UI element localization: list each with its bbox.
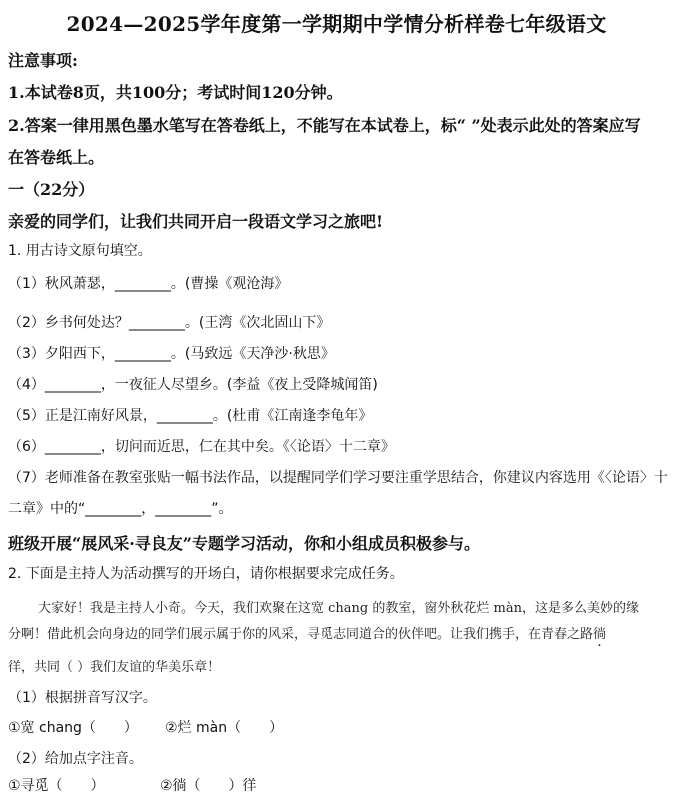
sub-question-1-answer-b: ②烂 màn（ ）: [165, 720, 284, 736]
question-1-item: （4）________，一夜征人尽望乡。(李益《夜上受降城闻笛): [8, 377, 378, 393]
notice-item-1: 1.本试卷8页，共100分；考试时间120分钟。: [8, 83, 343, 102]
question-1-item: （2）乡书何处达？________。(王湾《次北固山下》: [8, 315, 331, 331]
activity-intro: 班级开展“展风采·寻良友”专题学习活动，你和小组成员积极参与。: [8, 534, 480, 553]
question-1-item-7-line-1: （7）老师准备在教室张贴一幅书法作品，以提醒同学们学习要注重学思结合，你建议内容选用《〈论语〉十: [8, 470, 668, 486]
question-1-item: （6）________，切问而近思，仁在其中矣。《〈论语〉十二章》: [8, 439, 395, 455]
question-1-item-7-line-2: 二章》中的“________，________”。: [8, 501, 233, 517]
notice-item-2-line-2: 在答卷纸上。: [8, 148, 105, 167]
question-1-item: （5）正是江南好风景，________。(杜甫《江南逢李龟年》: [8, 408, 373, 424]
sub-question-2-answer-a: ①寻觅（ ）: [8, 778, 105, 794]
passage-line-2: [8, 623, 606, 642]
passage-line-1: 大家好！我是主持人小奇。今天，我们欢聚在这宽 chang 的教室，窗外秋花烂 màn，这是多么美妙的缘: [38, 601, 639, 616]
section-heading: 一（22分）: [8, 180, 95, 199]
dotted-character: 徜: [593, 627, 607, 642]
page-title: 2024—2025学年度第一学期期中学情分析样卷七年级语文: [66, 12, 607, 36]
question-2-stem: 2. 下面是主持人为活动撰写的开场白，请你根据要求完成任务。: [8, 566, 404, 582]
notice-heading: 注意事项:: [8, 51, 78, 70]
sub-question-1-answer-a: ①宽 chang（ ）: [8, 720, 138, 736]
passage-line-3: 徉，共同（ ）我们友谊的华美乐章！: [8, 660, 221, 675]
question-1-item: （3）夕阳西下，________。(马致远《天净沙·秋思》: [8, 346, 335, 362]
question-1-item: （1）秋风萧瑟，________。(曹操《观沧海》: [8, 276, 289, 292]
passage-line-2-text: 分啊！借此机会向身边的同学们展示属于你的风采，寻觅志同道合的伙伴吧。让我们携手，在青春之路: [8, 627, 594, 642]
sub-question-1: （1）根据拼音写汉字。: [8, 690, 157, 706]
question-1-stem: 1. 用古诗文原句填空。: [8, 243, 152, 259]
sub-question-2: （2）给加点字注音。: [8, 751, 143, 767]
section-intro: 亲爱的同学们，让我们共同开启一段语文学习之旅吧!: [8, 212, 384, 231]
sub-question-2-answer-b: ②徜（ ）徉: [160, 778, 257, 794]
notice-item-2-line-1: 2.答案一律用黑色墨水笔写在答卷纸上，不能写在本试卷上，标“ ”处表示此处的答案应写: [8, 116, 641, 135]
